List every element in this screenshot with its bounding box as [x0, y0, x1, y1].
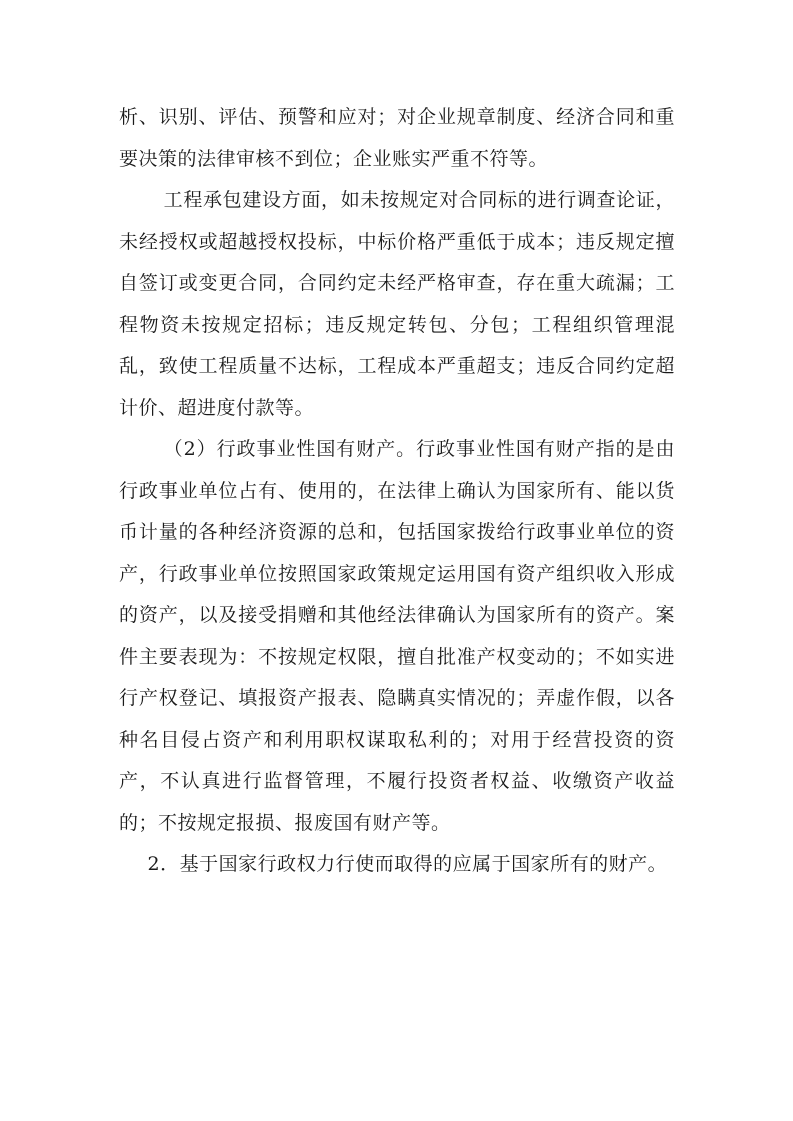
paragraph-continuation: 析、识别、评估、预警和应对；对企业规章制度、经济合同和重要决策的法律审核不到位；企业账实严重不符等。	[119, 106, 675, 170]
paragraph-engineering-contracting: 工程承包建设方面，如未按规定对合同标的进行调查论证，未经授权或超越授权投标，中标价格严重低于成本；违反规定擅自签订或变更合同，合同约定未经严格审查，存在重大疏漏；工程物资未按规定招标；违反规定转包、分包；工程组织管理混乱，致使工程质量不达标，工程成本严重超支；违反合同约定超计价、超进度付款等。	[119, 189, 675, 419]
paragraph-section-2-heading: 2．基于国家行政权力行使而取得的应属于国家所有的财产。	[147, 853, 668, 875]
paragraph-administrative-assets: （2）行政事业性国有财产。行政事业性国有财产指的是由行政事业单位占有、使用的，在法律上确认为国家所有、能以货币计量的各种经济资源的总和，包括国家拨给行政事业单位的资产，行政事业单位按照国家政策规定运用国有资产组织收入形成的资产，以及接受捐赠和其他经法律确认为国家所有的资产。案件主要表现为：不按规定权限，擅自批准产权变动的；不如实进行产权登记、填报资产报表、隐瞒真实情况的；弄虚作假，以各种名目侵占资产和利用职权谋取私利的；对用于经营投资的资产，不认真进行监督管理，不履行投资者权益、收缴资产收益的；不按规定报损、报废国有财产等。	[119, 438, 675, 834]
document-body	[119, 97, 675, 886]
